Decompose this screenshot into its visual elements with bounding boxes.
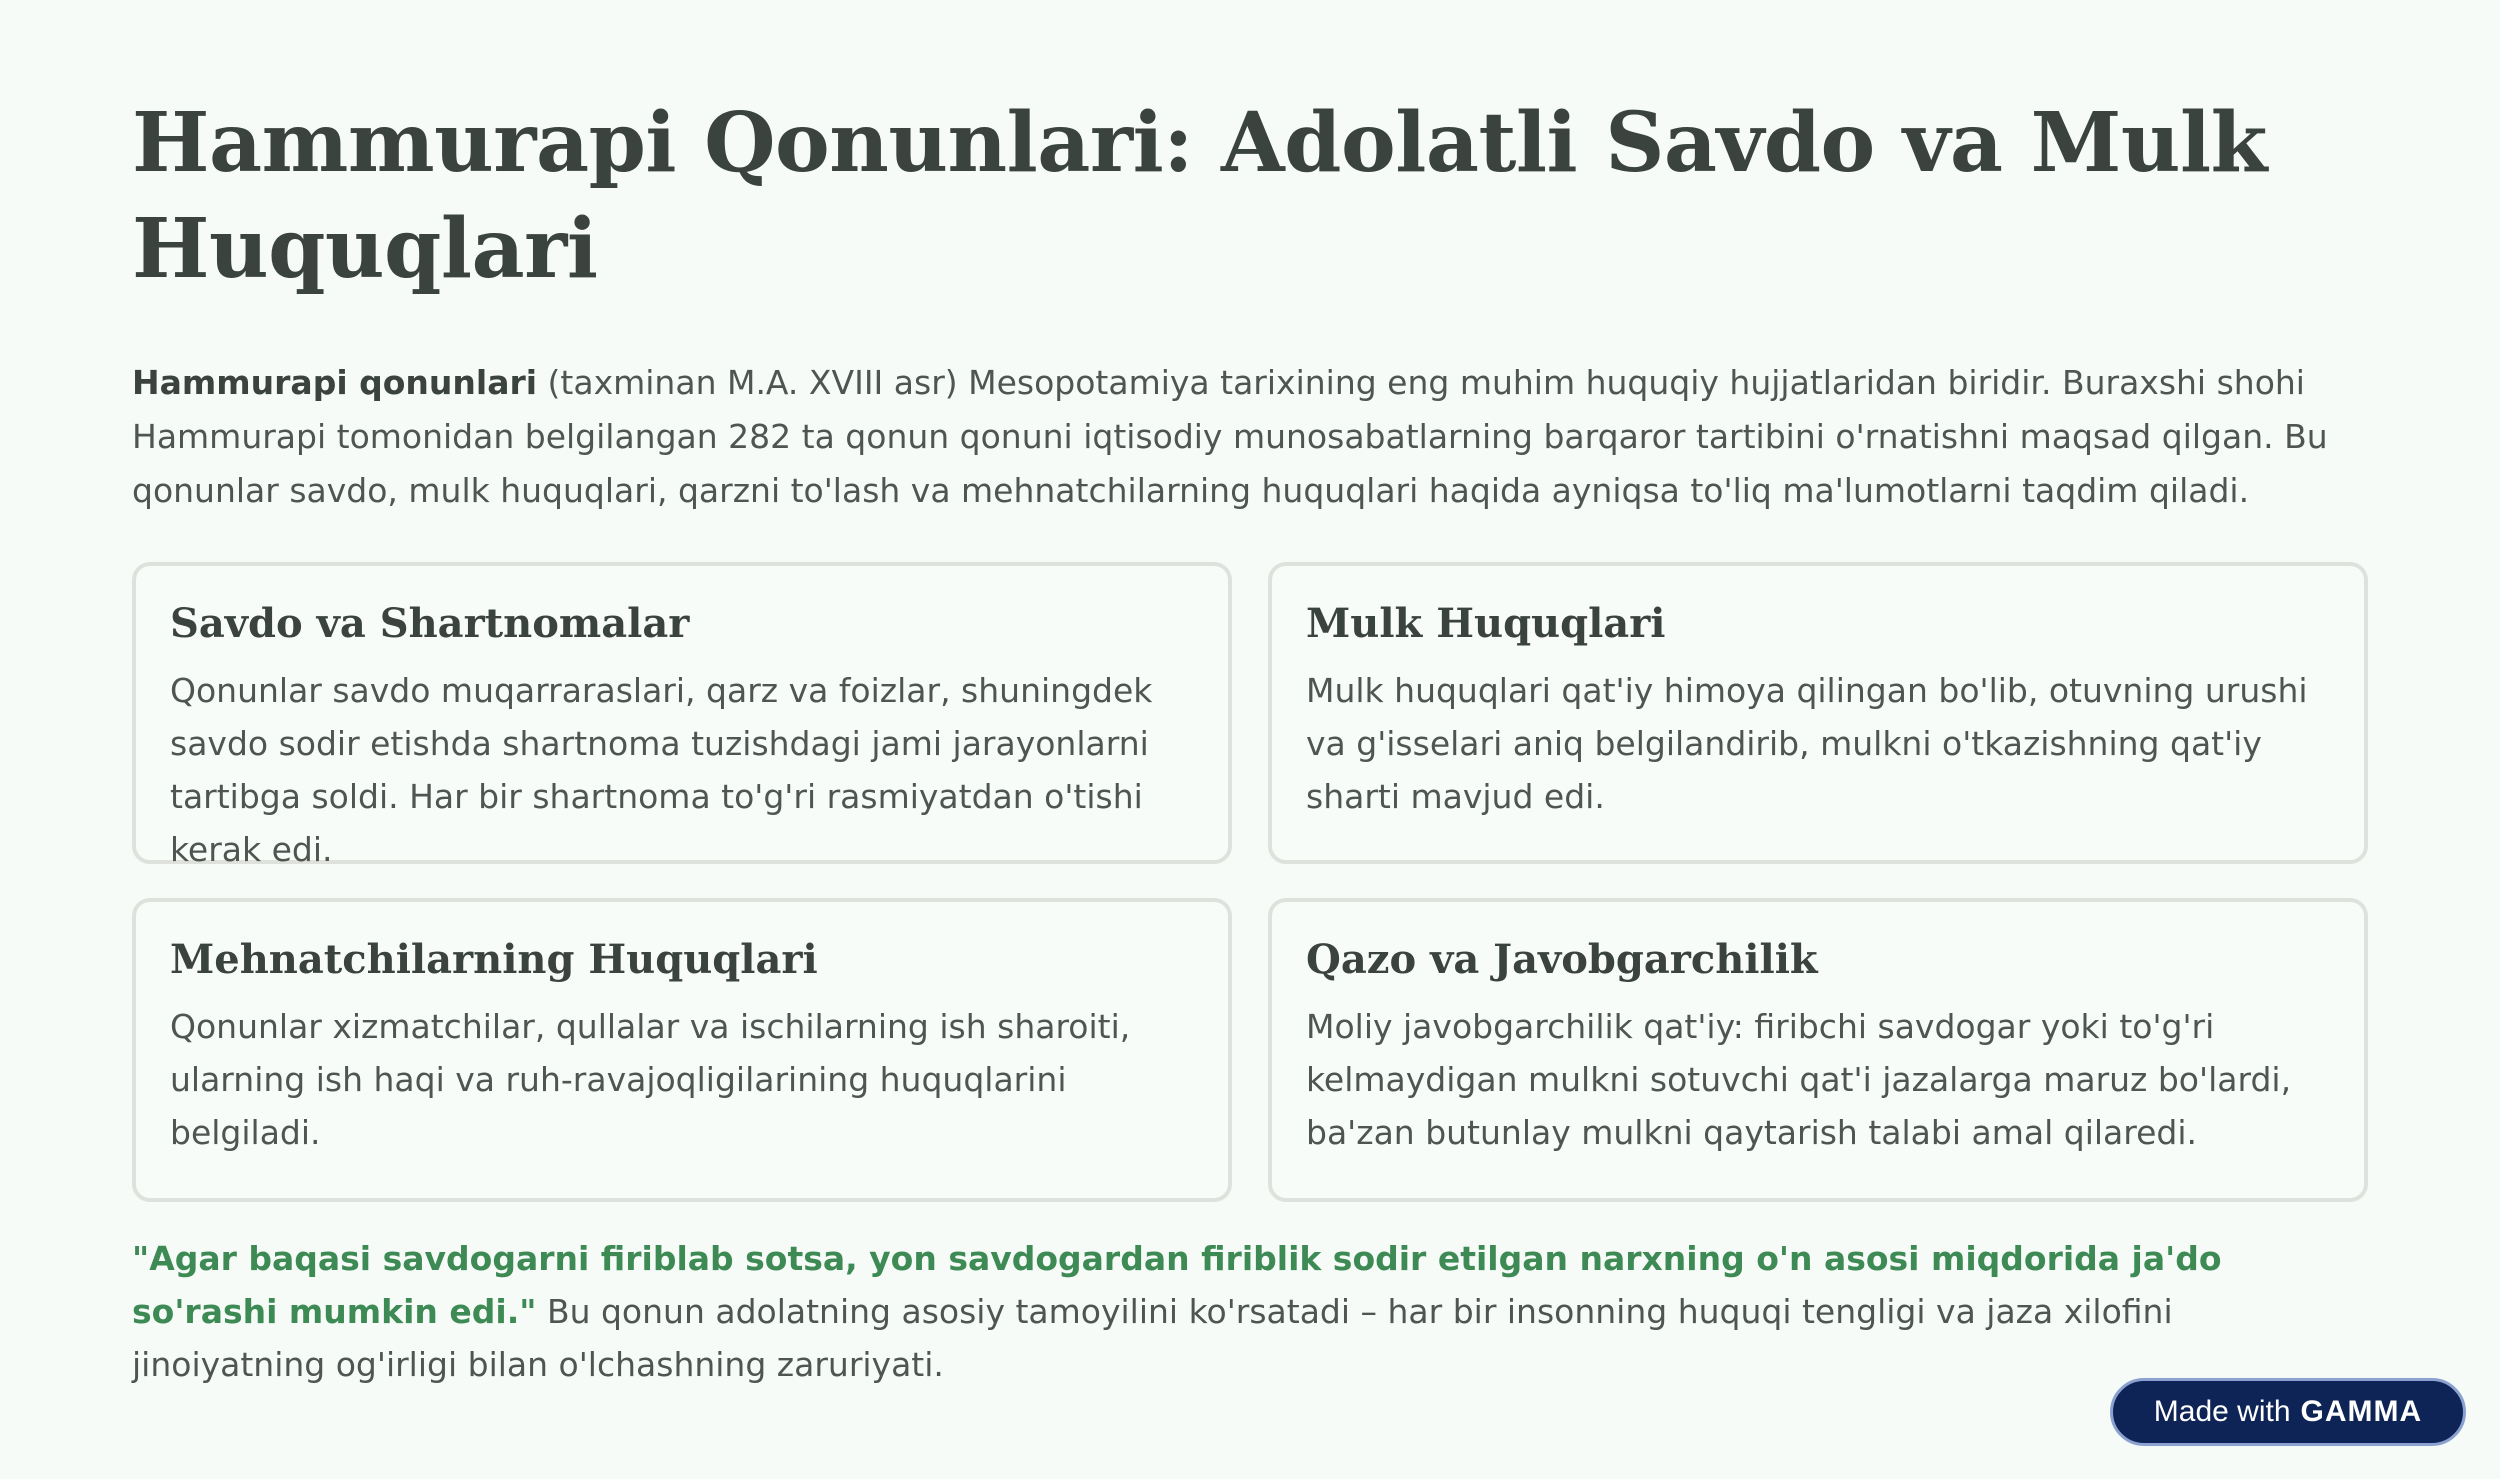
card-property-rights: [1268, 562, 2368, 864]
card-text: Mulk huquqlari qat'iy himoya qilingan bo'lib, otuvning urushi va g'isselari aniq belgilandirib, mulkni o'tkazishning qat'iy sharti mavjud edi.: [1306, 671, 2308, 816]
card-text: Qonunlar savdo muqarraraslari, qarz va foizlar, shuningdek savdo sodir etishda shartnoma tuzishdagi jami jarayonlarni tartibga soldi. Har bir shartnoma to'g'ri rasmiyatdan o'tishi kerak edi.: [170, 671, 1153, 869]
slide-content: [132, 90, 2368, 1391]
card-title: Savdo va Shartnomalar: [170, 600, 690, 647]
card-title: Mehnatchilarning Huquqlari: [170, 936, 818, 983]
card-text: Qonunlar xizmatchilar, qullalar va ischilarning ish sharoiti, ularning ish haqi va ruh-ravajoqligilarining huquqlarini belgiladi.: [170, 1007, 1131, 1152]
intro-text: (taxminan M.A. XVIII asr) Mesopotamiya tarixining eng muhim huquqiy hujjatlaridan biridir. Buraxshi shohi Hammurapi tomonidan belgilangan 282 ta qonun qonuni iqtisodiy munosabatlarning barqaror tartibini o'rnatishni maqsad qilgan. Bu qonunlar savdo, mulk huquqlari, qarzni to'lash va mehnatchilarning huquqlari haqida ayniqsa to'liq ma'lumotlarni taqdim qiladi.: [132, 363, 2328, 510]
closing-text: Bu qonun adolatning asosiy tamoyilini ko'rsatadi – har bir insonning huquqi tengligi va jaza xilofini jinoiyatning og'irligi bilan o'lchashning zaruriyati.: [132, 1292, 2173, 1384]
intro-paragraph: [132, 356, 2368, 518]
intro-lead: Hammurapi qonunlari: [132, 363, 538, 402]
made-with-gamma-badge[interactable]: [2110, 1378, 2466, 1446]
cards-grid: [132, 562, 2368, 1202]
highlighted-quote: "Agar baqasi savdogarni firiblab sotsa, yon savdogardan firiblik sodir etilgan narxning o'n asosi miqdorida ja'do so'rashi mumkin edi.": [132, 1239, 2222, 1331]
card-liability: [1268, 898, 2368, 1202]
card-trade-contracts: [132, 562, 1232, 869]
card-title: Qazo va Javobgarchilik: [1306, 936, 1818, 983]
badge-prefix: Made with: [2153, 1395, 2291, 1428]
card-worker-rights: [132, 898, 1232, 1202]
card-text: Moliy javobgarchilik qat'iy: firibchi savdogar yoki to'g'ri kelmaydigan mulkni sotuvchi qat'i jazalarga maruz bo'lardi, ba'zan butunlay mulkni qaytarish talabi amal qilaredi.: [1306, 1007, 2292, 1152]
gamma-logo-text: GAMMA: [2300, 1395, 2423, 1428]
card-title: Mulk Huquqlari: [1306, 600, 1666, 647]
page-title: Hammurapi Qonunlari: Adolatli Savdo va Mulk Huquqlari: [132, 95, 2267, 297]
closing-paragraph: [132, 1232, 2368, 1391]
